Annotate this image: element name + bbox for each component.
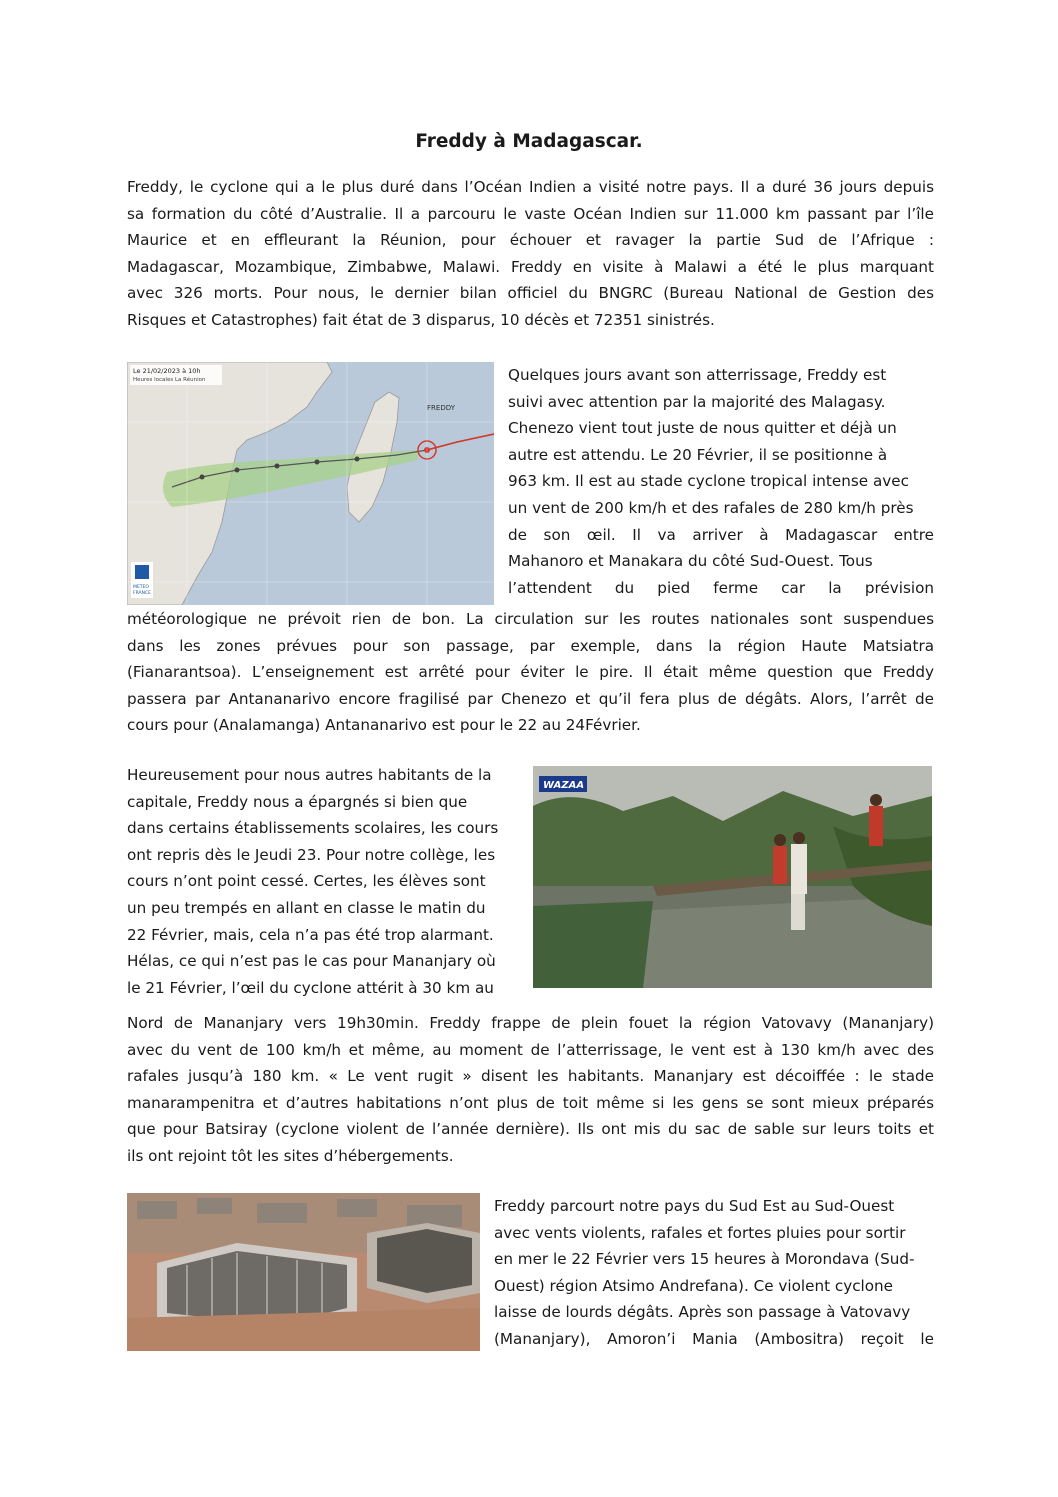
- text-line: autre est attendu. Le 20 Février, il se positionne à: [508, 445, 888, 464]
- text-line: Risques et Catastrophes) fait état de 3 disparus, 10 décès et 72351 sinistrés.: [127, 310, 715, 329]
- paragraph-southwest: [494, 1193, 934, 1353]
- text-line: suivi avec attention par la majorité des Malagasy.: [508, 392, 886, 411]
- paragraph-approach-cont: [127, 606, 934, 739]
- text-line: Maurice et en effleurant la Réunion, pour échouer et ravager la partie Sud de l’Afrique :: [127, 231, 934, 250]
- text-line: ont repris dès le Jeudi 23. Pour notre collège, les: [127, 845, 496, 864]
- text-line: un peu trempés en allant en classe le matin du: [127, 898, 486, 917]
- text-line: Freddy parcourt notre pays du Sud Est au Sud-Ouest: [494, 1197, 895, 1215]
- photo-watermark: WAZAA: [543, 780, 585, 791]
- cyclone-track-map: [127, 362, 494, 605]
- text-line: Hélas, ce qui n’est pas le cas pour Mananjary où: [127, 952, 496, 971]
- text-line: ils ont rejoint tôt les sites d’hébergements.: [127, 1146, 454, 1165]
- text-line: cours pour (Analamanga) Antananarivo est pour le 22 au 24Février.: [127, 716, 641, 735]
- flooded-town-photo: [127, 1193, 480, 1351]
- text-line: Heureusement pour nous autres habitants de la: [127, 766, 492, 784]
- text-line: laisse de lourds dégâts. Après son passage à Vatovavy: [494, 1303, 911, 1322]
- text-line: avec vents violents, rafales et fortes pluies pour sortir: [494, 1223, 906, 1242]
- paragraph-capital: [127, 762, 519, 1001]
- paragraph-intro: [127, 174, 934, 334]
- text-line: Nord de Mananjary vers 19h30min. Freddy frappe de plein fouet la région Vatovavy (Mananjary): [127, 1014, 934, 1032]
- text-line: Chenezo vient tout juste de nous quitter et déjà un: [508, 419, 897, 438]
- text-line: le 21 Février, l’œil du cyclone attérit à 30 km au: [127, 978, 494, 997]
- text-line: que pour Batsiray (cyclone violent de l’année dernière). Ils ont mis du sac de sable sur leurs toits et: [127, 1120, 934, 1139]
- text-line: Quelques jours avant son atterrissage, Freddy est: [508, 366, 887, 384]
- text-line: rafales jusqu’à 180 km. « Le vent rugit » disent les habitants. Mananjary est décoiffée : le stade: [127, 1067, 934, 1086]
- text-line: Freddy, le cyclone qui a le plus duré dans l’Océan Indien a visité notre pays. Il a duré 36 jours depuis: [127, 178, 934, 196]
- text-line: dans certains établissements scolaires, les cours: [127, 819, 499, 838]
- paragraph-mananjary: [127, 1010, 934, 1170]
- page-title: Freddy à Madagascar.: [415, 131, 643, 152]
- text-line: cours n’ont point cessé. Certes, les élèves sont: [127, 872, 486, 891]
- text-line: (Mananjary), Amoron’i Mania (Ambositra) reçoit le: [494, 1329, 934, 1348]
- text-line: en mer le 22 Février vers 15 heures à Morondava (Sud-: [494, 1250, 915, 1269]
- fallen-tree-photo: [533, 766, 932, 988]
- text-line: capitale, Freddy nous a épargnés si bien que: [127, 792, 468, 811]
- text-line: passera par Antananarivo encore fragilisé par Chenezo et qu’il fera plus de dégâts. Alors, l’arrêt de: [127, 689, 934, 708]
- map-timestamp: Le 21/02/2023 à 10h: [133, 367, 201, 375]
- text-line: 22 Février, mais, cela n’a pas été trop alarmant.: [127, 925, 494, 944]
- text-line: Mahanoro et Manakara du côté Sud-Ouest. Tous: [508, 552, 873, 571]
- map-timestamp-sub: Heures locales La Réunion: [133, 377, 206, 383]
- text-line: (Fianarantsoa). L’enseignement est arrêté pour éviter le pire. Il était même question que Freddy: [127, 663, 934, 682]
- text-line: de son œil. Il va arriver à Madagascar entre: [508, 525, 934, 544]
- text-line: manarampenitra et d’autres habitations n’ont plus de toit même si les gens se sont mieux préparés: [127, 1093, 934, 1112]
- text-line: Ouest) région Atsimo Andrefana). Ce violent cyclone: [494, 1276, 894, 1295]
- logo-text-meteo: METEO: [133, 585, 149, 590]
- text-line: un vent de 200 km/h et des rafales de 280 km/h près: [508, 498, 914, 517]
- text-line: Madagascar, Mozambique, Zimbabwe, Malawi. Freddy en visite à Malawi a été le plus marquant: [127, 257, 934, 276]
- text-line: l’attendent du pied ferme car la prévision: [508, 578, 934, 597]
- text-line: 963 km. Il est au stade cyclone tropical intense avec: [508, 472, 909, 491]
- text-line: avec 326 morts. Pour nous, le dernier bilan officiel du BNGRC (Bureau National de Gestion des: [127, 284, 934, 303]
- text-line: avec du vent de 100 km/h et même, au moment de l’atterrissage, le vent est à 130 km/h avec des: [127, 1040, 934, 1059]
- text-line: sa formation du côté d’Australie. Il a parcouru le vaste Océan Indien sur 11.000 km passant par l’île: [127, 204, 934, 223]
- logo-text-france: FRANCE: [133, 591, 151, 596]
- storm-label: FREDDY: [427, 404, 455, 412]
- text-line: dans les zones prévues pour son passage, par exemple, dans la région Haute Matsiatra: [127, 636, 934, 655]
- text-line: météorologique ne prévoit rien de bon. La circulation sur les routes nationales sont suspendues: [127, 610, 934, 628]
- paragraph-approach: [508, 362, 934, 601]
